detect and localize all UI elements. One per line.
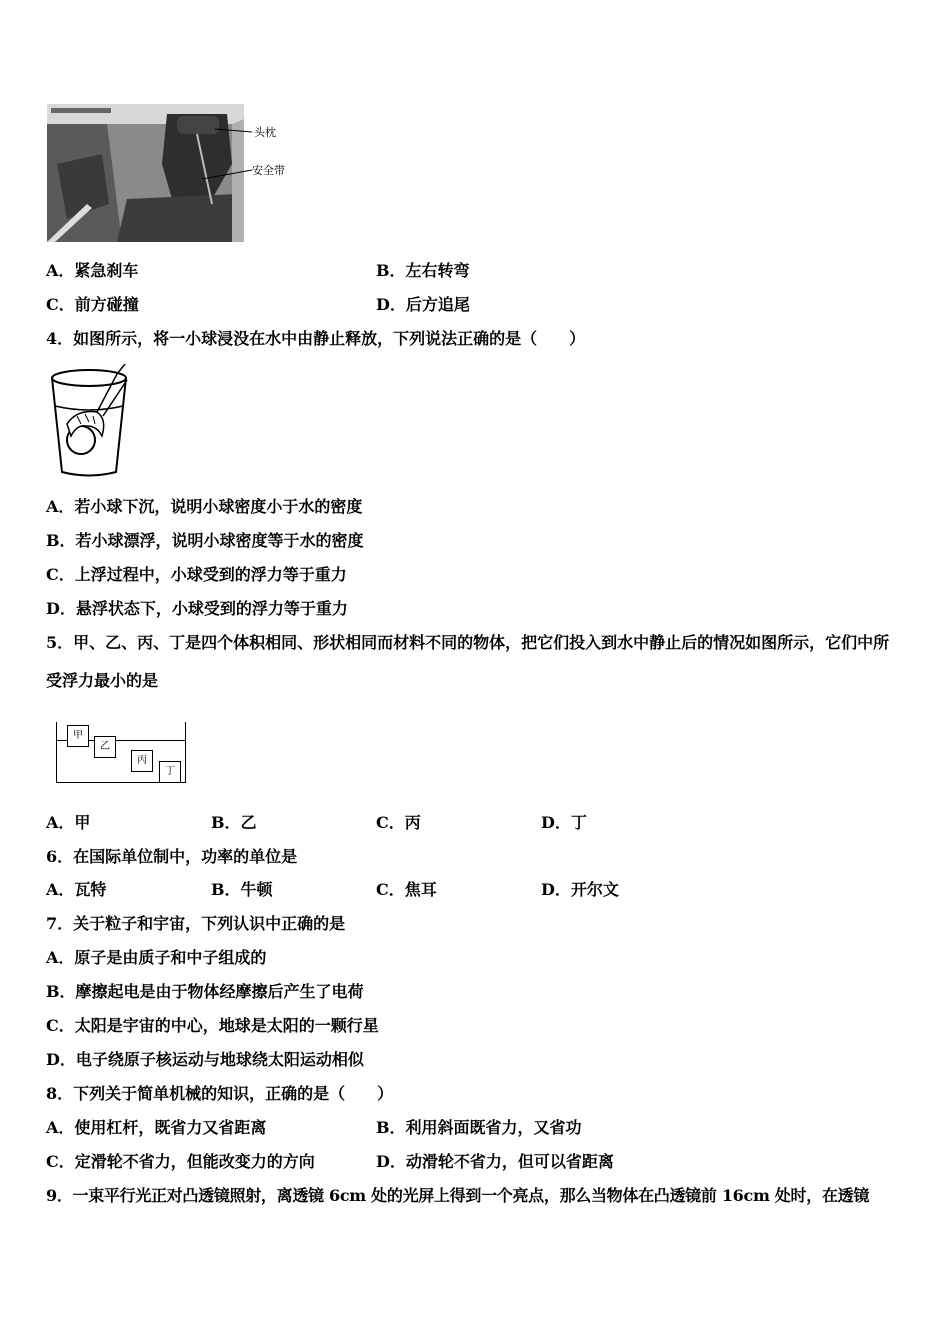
q8-option-c: C．定滑轮不省力，但能改变力的方向: [46, 1152, 315, 1171]
q5-stem-line2: 受浮力最小的是: [46, 671, 159, 690]
q4-stem: 4．如图所示，将一小球浸没在水中由静止释放，下列说法正确的是（ ）: [46, 329, 586, 348]
q8-option-a: A．使用杠杆，既省力又省距离: [46, 1118, 267, 1137]
q5-stem-line1: 5．甲、乙、丙、丁是四个体积相同、形状相同而材料不同的物体，把它们投入到水中静止后的情况如图所示，它们中所: [46, 633, 890, 652]
q3-option-d: D．后方追尾: [376, 295, 470, 314]
q6-stem: 6．在国际单位制中，功率的单位是: [46, 847, 298, 866]
q7-stem: 7．关于粒子和宇宙，下列认识中正确的是: [46, 914, 346, 933]
q4-option-b: B．若小球漂浮，说明小球密度等于水的密度: [46, 531, 364, 550]
q6-option-d: D．开尔文: [541, 880, 619, 899]
car-seat-figure: [47, 104, 297, 244]
q6-option-c: C．焦耳: [376, 880, 437, 899]
q6-option-b: B．牛顿: [211, 880, 273, 899]
block-yi: 乙: [94, 736, 116, 758]
q5-option-c: C．丙: [376, 813, 421, 832]
q8-option-d: D．动滑轮不省力，但可以省距离: [376, 1152, 614, 1171]
block-ding: 丁: [159, 761, 181, 783]
q7-option-c: C．太阳是宇宙的中心，地球是太阳的一颗行星: [46, 1016, 379, 1035]
q3-option-a: A．紧急刹车: [46, 261, 139, 280]
q8-stem: 8．下列关于简单机械的知识，正确的是（ ）: [46, 1084, 394, 1103]
headrest-label: 头枕: [254, 126, 276, 139]
q5-option-b: B．乙: [211, 813, 257, 832]
block-bing: 丙: [131, 750, 153, 772]
q7-option-b: B．摩擦起电是由于物体经摩擦后产生了电荷: [46, 982, 364, 1001]
q5-option-a: A．甲: [46, 813, 91, 832]
q8-option-b: B．利用斜面既省力，又省功: [376, 1118, 582, 1137]
q4-option-a: A．若小球下沉，说明小球密度小于水的密度: [46, 497, 363, 516]
q4-option-c: C．上浮过程中，小球受到的浮力等于重力: [46, 565, 347, 584]
q6-option-a: A．瓦特: [46, 880, 107, 899]
q7-option-d: D．电子绕原子核运动与地球绕太阳运动相似: [46, 1050, 364, 1069]
q5-option-d: D．丁: [541, 813, 587, 832]
q3-option-c: C．前方碰撞: [46, 295, 139, 314]
block-jia: 甲: [67, 725, 89, 747]
water-tank-figure: [56, 722, 188, 787]
q3-option-b: B．左右转弯: [376, 261, 470, 280]
ball-in-water-figure: [47, 364, 137, 483]
seatbelt-label: 安全带: [252, 164, 285, 177]
q4-option-d: D．悬浮状态下，小球受到的浮力等于重力: [46, 599, 348, 618]
ball-in-water-drawing: [47, 364, 137, 479]
q9-stem: 9．一束平行光正对凸透镜照射，离透镜 6cm 处的光屏上得到一个亮点，那么当物体在凸透镜前 16cm 处时，在透镜: [46, 1186, 870, 1205]
q7-option-a: A．原子是由质子和中子组成的: [46, 948, 267, 967]
